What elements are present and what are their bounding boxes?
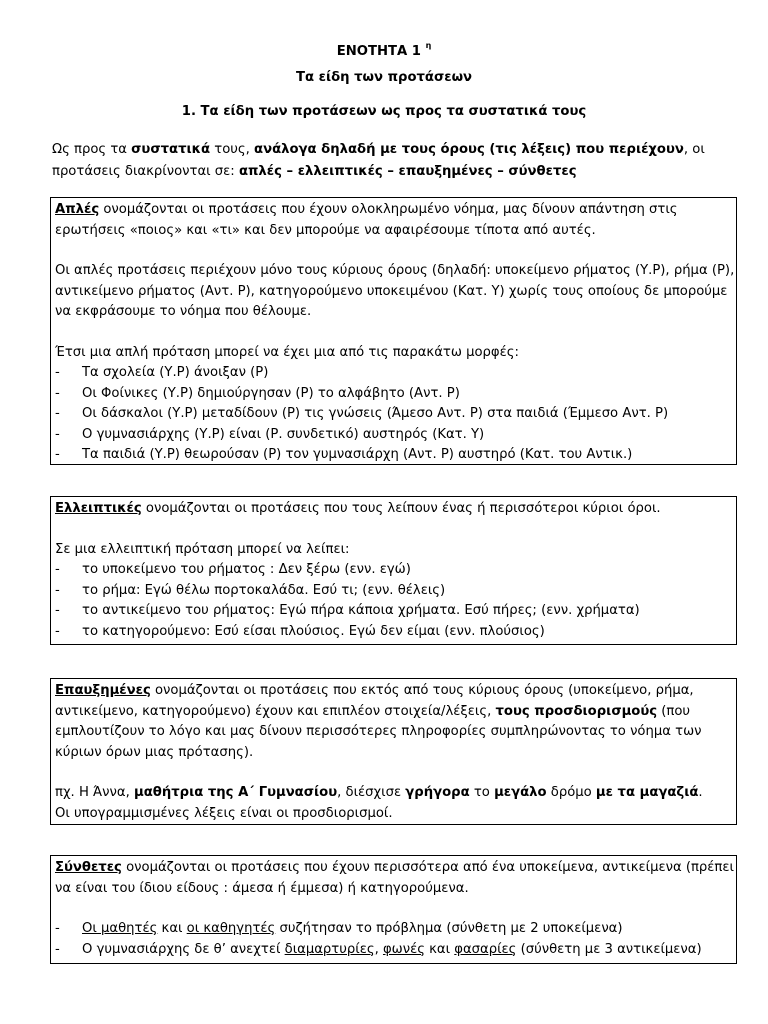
simple-forms-intro: Έτσι μια απλή πρόταση μπορεί να έχει μια από τις παρακάτω μορφές: — [55, 344, 519, 360]
augmented-definition: Επαυξημένες ονομάζονται οι προτάσεις που εκτός από τους κύριους όρους (υποκείμενο, ρήμα, αντικείμενο, κατηγορούμενο) έχουν και επιπλέον στοιχεία/λέξεις, τους προσδιορισμούς (που εμπλουτίζουν το λόγο και μας δίνουν περισσότερες πληροφορίες συμπληρώνοντας το νόημα των κύριων όρων μιας πρότασης). — [55, 683, 702, 760]
page-subtitle: Τα είδη των προτάσεων — [295, 70, 473, 85]
list-item: - Οι Φοίνικες (Υ.Ρ) δημιούργησαν (Ρ) το αλφάβητο (Αντ. Ρ) — [55, 385, 460, 401]
list-item: - Οι δάσκαλοι (Υ.Ρ) μεταδίδουν (Ρ) τις γνώσεις (Άμεσο Αντ. Ρ) στα παιδιά (Έμμεσο Αντ. Ρ) — [55, 406, 669, 421]
list-item: - το αντικείμενο του ρήματος: Εγώ πήρα κάποια χρήματα. Εσύ πήρες; (ενν. χρήματα) — [55, 603, 640, 618]
augmented-sentences-box — [50, 678, 737, 825]
elliptical-sentences-box — [50, 496, 737, 645]
simple-definition: Απλές ονομάζονται οι προτάσεις που έχουν ολοκληρωμένο νόημα, μας δίνουν απάντηση στις ερωτήσεις «ποιος» και «τι» και δεν μπορούμε να αφαιρέσουμε τίποτα από αυτές. — [55, 202, 678, 238]
simple-sentences-box — [50, 197, 737, 465]
list-item: - το κατηγορούμενο: Εσύ είσαι πλούσιος. Εγώ δεν είμαι (ενν. πλούσιος) — [55, 623, 545, 639]
elliptical-intro: Σε μια ελλειπτική πρόταση μπορεί να λείπει: — [55, 541, 350, 557]
list-item: - Ο γυμνασιάρχης (Υ.Ρ) είναι (Ρ. συνδετικό) αυστηρός (Κατ. Υ) — [55, 426, 485, 442]
augmented-example: πχ. Η Άννα, μαθήτρια της Α΄ Γυμνασίου, διέσχισε γρήγορα το μεγάλο δρόμο με τα μαγαζιά. — [55, 785, 703, 800]
intro-paragraph: Ως προς τα συστατικά τους, ανάλογα δηλαδή με τους όρους (τις λέξεις) που περιέχουν, οι προτάσεις διακρίνονται σε: απλές – ελλειπτικές – επαυξημένες – σύνθετες — [52, 142, 705, 179]
list-item: - Ο γυμνασιάρχης δε θ’ ανεχτεί διαμαρτυρίες, φωνές και φασαρίες (σύνθετη με 3 αντικείμενα) — [55, 941, 702, 957]
list-item: - Οι μαθητές και οι καθηγητές συζήτησαν το πρόβλημα (σύνθετη με 2 υποκείμενα) — [55, 921, 623, 936]
simple-main-terms: Οι απλές προτάσεις περιέχουν μόνο τους κύριους όρους (δηλαδή: υποκείμενο ρήματος (Υ.Ρ), ρήμα (Ρ), αντικείμενο ρήματος (Αντ. Ρ), κατηγορούμενο υποκειμένου (Κατ. Υ) χωρίς τους οποίους δε μπορούμε να εκφράσουμε το νόημα που θέλουμε. — [55, 263, 735, 319]
section-heading: 1. Τα είδη των προτάσεων ως προς τα συστατικά τους — [181, 104, 587, 119]
compound-sentences-box — [50, 855, 737, 964]
section-title: ΕΝΟΤΗΤΑ 1 $^\eta$ — [336, 41, 432, 59]
compound-definition: Σύνθετες ονομάζονται οι προτάσεις που έχουν περισσότερα από ένα υποκείμενα, αντικείμενα (πρέπει να είναι του ίδιου είδους : άμεσα ή έμμεσα) ή κατηγορούμενα. — [55, 860, 734, 896]
augmented-note: Οι υπογραμμισμένες λέξεις είναι οι προσδιορισμοί. — [55, 805, 393, 821]
list-item: - Τα σχολεία (Υ.Ρ) άνοιξαν (Ρ) — [55, 365, 269, 380]
list-item: - το ρήμα: Εγώ θέλω πορτοκαλάδα. Εσύ τι; (ενν. θέλεις) — [55, 582, 446, 598]
list-item: - το υποκείμενο του ρήματος : Δεν ξέρω (ενν. εγώ) — [55, 562, 411, 577]
list-item: - Τα παιδιά (Υ.Ρ) θεωρούσαν (Ρ) τον γυμνασιάρχη (Αντ. Ρ) αυστηρό (Κατ. του Αντικ.) — [55, 447, 633, 462]
elliptical-definition: Ελλειπτικές ονομάζονται οι προτάσεις που τους λείπουν ένας ή περισσότεροι κύριοι όροι. — [55, 501, 661, 516]
